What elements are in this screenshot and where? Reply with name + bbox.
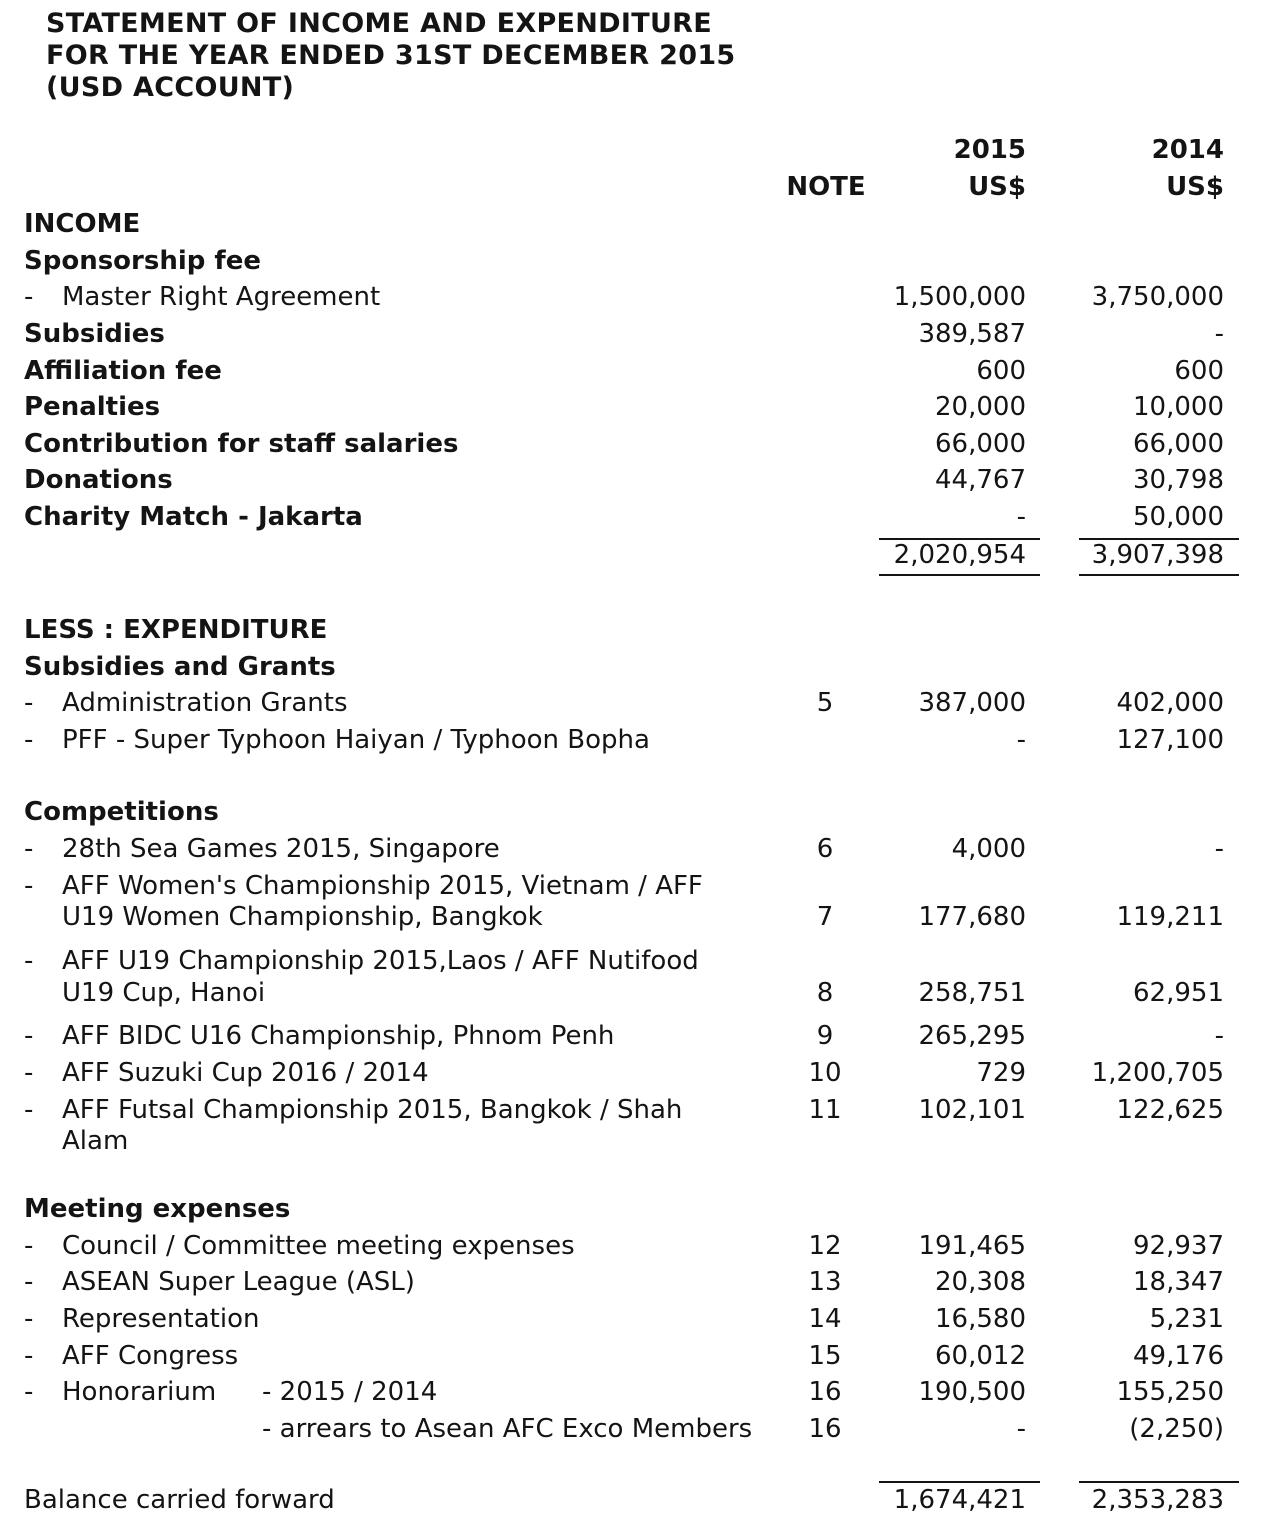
- row-dash: -: [24, 871, 34, 901]
- value-2014: 92,937: [1133, 1231, 1224, 1261]
- row-label-line-2: Alam: [62, 1126, 129, 1156]
- balance-label: Balance carried forward: [24, 1485, 335, 1515]
- value-2014: 402,000: [1116, 688, 1224, 718]
- value-2014: -: [1214, 1021, 1224, 1051]
- competitions-heading: Competitions: [24, 797, 219, 827]
- value-2015: 102,101: [918, 1095, 1026, 1125]
- row-sub-label: - arrears to Asean AFC Exco Members: [262, 1414, 753, 1444]
- row-label: 28th Sea Games 2015, Singapore: [62, 834, 500, 864]
- row-dash: -: [24, 1304, 34, 1334]
- row-note: 16: [808, 1377, 842, 1407]
- value-2015: 190,500: [918, 1377, 1026, 1407]
- row-note: 14: [808, 1304, 842, 1334]
- statement-title: [46, 8, 736, 104]
- value-2015: 1,500,000: [893, 282, 1026, 312]
- balance-rule-2014: [1079, 1481, 1239, 1483]
- value-2015: 44,767: [935, 465, 1026, 495]
- value-2015: 600: [976, 356, 1026, 386]
- balance-2014: 2,353,283: [1091, 1485, 1224, 1515]
- row-dash: -: [24, 1058, 34, 1088]
- income-heading: INCOME: [24, 209, 141, 239]
- row-note: 11: [808, 1095, 842, 1125]
- row-note: 7: [816, 902, 834, 932]
- value-2014: -: [1214, 834, 1224, 864]
- value-2015: -: [1016, 502, 1026, 532]
- value-2014: 5,231: [1149, 1304, 1224, 1334]
- row-dash: -: [24, 282, 34, 312]
- note-header: NOTE: [786, 172, 866, 202]
- value-2015: 66,000: [935, 429, 1026, 459]
- currency-2015-header: US$: [968, 172, 1026, 202]
- value-2015: 20,000: [935, 392, 1026, 422]
- row-dash: -: [24, 1231, 34, 1261]
- value-2014: 30,798: [1133, 465, 1224, 495]
- row-label: PFF - Super Typhoon Haiyan / Typhoon Bopha: [62, 725, 650, 755]
- value-2014: 1,200,705: [1091, 1058, 1224, 1088]
- row-note: 12: [808, 1231, 842, 1261]
- year-2014-header: 2014: [1151, 135, 1224, 165]
- row-label-line-2: U19 Women Championship, Bangkok: [62, 902, 543, 932]
- value-2014: 600: [1174, 356, 1224, 386]
- value-2014: 66,000: [1133, 429, 1224, 459]
- value-2015: 177,680: [918, 902, 1026, 932]
- row-label-line-1: AFF Women's Championship 2015, Vietnam / AFF: [62, 871, 703, 901]
- value-2015: 60,012: [935, 1341, 1026, 1371]
- row-label: Contribution for staff salaries: [24, 429, 459, 459]
- value-2014: 50,000: [1133, 502, 1224, 532]
- title-line-2: FOR THE YEAR ENDED 31ST DECEMBER 2015: [46, 40, 736, 71]
- row-dash: -: [24, 1095, 34, 1125]
- row-label: Master Right Agreement: [62, 282, 381, 312]
- value-2015: 191,465: [918, 1231, 1026, 1261]
- expenditure-heading: LESS : EXPENDITURE: [24, 615, 328, 645]
- value-2015: 265,295: [918, 1021, 1026, 1051]
- title-line-1: STATEMENT OF INCOME AND EXPENDITURE: [46, 8, 713, 39]
- row-label: AFF Suzuki Cup 2016 / 2014: [62, 1058, 429, 1088]
- row-label-line-1: AFF U19 Championship 2015,Laos / AFF Nutifood: [62, 946, 699, 976]
- row-label-line-2: U19 Cup, Hanoi: [62, 978, 266, 1008]
- row-note: 9: [816, 1021, 834, 1051]
- row-note: 10: [808, 1058, 842, 1088]
- value-2015: 258,751: [918, 978, 1026, 1008]
- value-2014: 155,250: [1116, 1377, 1224, 1407]
- value-2015: 389,587: [918, 319, 1026, 349]
- value-2015: -: [1016, 1414, 1026, 1444]
- year-2015-header: 2015: [953, 135, 1026, 165]
- value-2015: 729: [976, 1058, 1026, 1088]
- row-label-line-1: AFF Futsal Championship 2015, Bangkok / Shah: [62, 1095, 683, 1125]
- row-label: Penalties: [24, 392, 161, 422]
- row-label: Charity Match - Jakarta: [24, 502, 363, 532]
- total-2014: 3,907,398: [1091, 540, 1224, 570]
- value-2014: 10,000: [1133, 392, 1224, 422]
- row-label: Representation: [62, 1304, 260, 1334]
- row-note: 8: [816, 978, 834, 1008]
- row-note: 5: [816, 688, 834, 718]
- currency-2014-header: US$: [1166, 172, 1224, 202]
- meeting-expenses-heading: Meeting expenses: [24, 1194, 291, 1224]
- row-label: Donations: [24, 465, 173, 495]
- row-note: 13: [808, 1267, 842, 1297]
- value-2015: 4,000: [951, 834, 1026, 864]
- row-sub-label: - 2015 / 2014: [262, 1377, 438, 1407]
- row-dash: -: [24, 946, 34, 976]
- value-2014: 3,750,000: [1091, 282, 1224, 312]
- income-total-bottom-rule-2014: [1079, 574, 1239, 576]
- value-2014: 127,100: [1116, 725, 1224, 755]
- row-label: Council / Committee meeting expenses: [62, 1231, 575, 1261]
- row-label: ASEAN Super League (ASL): [62, 1267, 415, 1297]
- balance-rule-2015: [879, 1481, 1040, 1483]
- row-note: 16: [808, 1414, 842, 1444]
- row-dash: -: [24, 688, 34, 718]
- row-label: AFF BIDC U16 Championship, Phnom Penh: [62, 1021, 615, 1051]
- row-dash: -: [24, 1341, 34, 1371]
- value-2014: 119,211: [1116, 902, 1224, 932]
- row-dash: -: [24, 834, 34, 864]
- row-label: Honorarium: [62, 1377, 217, 1407]
- value-2015: -: [1016, 725, 1026, 755]
- row-label: AFF Congress: [62, 1341, 239, 1371]
- value-2014: -: [1214, 319, 1224, 349]
- value-2014: (2,250): [1129, 1414, 1224, 1444]
- income-total-bottom-rule-2015: [879, 574, 1040, 576]
- row-label: Subsidies: [24, 319, 165, 349]
- value-2014: 122,625: [1116, 1095, 1224, 1125]
- row-dash: -: [24, 725, 34, 755]
- title-line-3: (USD ACCOUNT): [46, 72, 295, 103]
- value-2014: 49,176: [1133, 1341, 1224, 1371]
- sponsorship-heading: Sponsorship fee: [24, 246, 262, 276]
- total-2015: 2,020,954: [893, 540, 1026, 570]
- row-label: Administration Grants: [62, 688, 348, 718]
- value-2015: 16,580: [935, 1304, 1026, 1334]
- value-2015: 20,308: [935, 1267, 1026, 1297]
- row-note: 6: [816, 834, 834, 864]
- row-dash: -: [24, 1021, 34, 1051]
- row-dash: -: [24, 1267, 34, 1297]
- value-2014: 62,951: [1133, 978, 1224, 1008]
- value-2014: 18,347: [1133, 1267, 1224, 1297]
- value-2015: 387,000: [918, 688, 1026, 718]
- row-dash: -: [24, 1377, 34, 1407]
- row-label: Affiliation fee: [24, 356, 222, 386]
- row-note: 15: [808, 1341, 842, 1371]
- subsidies-grants-heading: Subsidies and Grants: [24, 652, 336, 682]
- balance-2015: 1,674,421: [893, 1485, 1026, 1515]
